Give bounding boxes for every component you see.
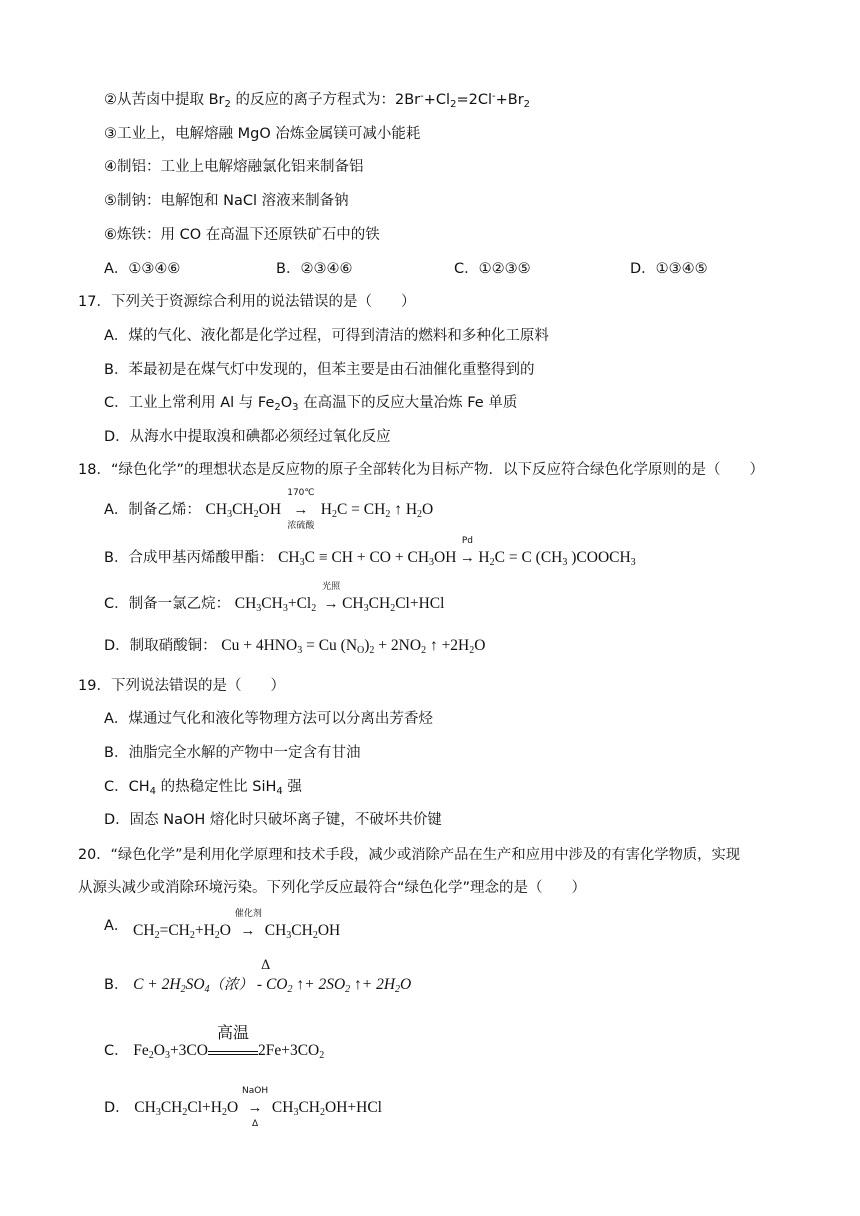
- text: C．工业上常利用 Al 与 Fe: [104, 395, 275, 411]
- q19-option-d[interactable]: D．固态 NaOH 熔化时只破坏离子键，不破坏共价键: [104, 812, 442, 828]
- text: 强: [282, 779, 302, 795]
- label: A．: [104, 918, 129, 934]
- sub: 2: [450, 99, 457, 110]
- sup: -: [491, 91, 496, 102]
- condition-top: NaOH: [242, 1086, 269, 1097]
- reaction-arrow: 光照 →: [322, 582, 341, 613]
- sub: 4: [276, 786, 283, 797]
- concentrated-note: （浓）: [209, 977, 254, 993]
- equation: $Fe_2O_3+3CO$ 高温 $2Fe+3CO_2$: [133, 1023, 325, 1061]
- reaction-arrow: 催化剂 →: [234, 909, 262, 940]
- label: C．制备一氯乙烷：: [104, 596, 231, 612]
- reaction-arrow: NaOH → Δ: [242, 1086, 269, 1130]
- q18-option-d[interactable]: [104, 636, 485, 656]
- label: D．制取硝酸铜：: [104, 638, 217, 654]
- q16-option-a[interactable]: A．①③④⑥: [104, 261, 181, 277]
- condition-top: Pd: [461, 536, 473, 547]
- condition-top: 催化剂: [234, 909, 262, 920]
- q20-option-b-delta: Δ: [261, 958, 271, 973]
- q16-option-d[interactable]: D．①③④⑤: [630, 261, 708, 277]
- q17-stem: 17．下列关于资源综合利用的说法错误的是（ ）: [78, 294, 416, 310]
- q20-stem-line1: 20．“绿色化学”是利用化学原理和技术手段，减少或消除产品在生产和应用中涉及的有害化学物质，实现: [78, 847, 741, 863]
- equation: $CH_2=CH_2+H_2O$ 催化剂 → $CH_3CH_2OH$: [133, 909, 341, 941]
- q18-option-c[interactable]: [104, 582, 445, 614]
- q19-option-c[interactable]: [104, 777, 302, 797]
- statement-3: ③工业上，电解熔融 MgO 冶炼金属镁可减小能耗: [104, 126, 421, 142]
- equation: $CH_3C$ ≡ CH + CO + $CH_3OH$ Pd → $H_2C = C$ ($CH_3$ )$COOCH_3$: [278, 536, 636, 568]
- label: B．合成甲基丙烯酸甲酯：: [104, 550, 274, 566]
- equation-rest: - $CO_2$ ↑+ $2SO_2$ ↑+ $2H_2O$: [256, 976, 412, 995]
- label: D．: [104, 1100, 130, 1116]
- condition-bottom: Δ: [251, 1119, 259, 1130]
- q18-option-a[interactable]: [104, 488, 434, 532]
- sup: -: [420, 91, 424, 102]
- text: 在高温下的反应大量冶炼 Fe 单质: [298, 395, 518, 411]
- reaction-arrow: 170℃ → 浓硫酸: [285, 500, 317, 520]
- q20-option-d[interactable]: [104, 1086, 382, 1130]
- statement-4: ④制铝：工业上电解熔融氯化铝来制备铝: [104, 159, 364, 175]
- q20-option-a[interactable]: [104, 909, 341, 941]
- text: +Br: [495, 92, 524, 108]
- label: A．制备乙烯：: [104, 502, 201, 518]
- condition-top: 高温: [216, 1023, 249, 1042]
- text: 的反应的离子方程式为：2Br: [230, 92, 421, 108]
- equation: $CH_3CH_2OH$ 170℃ → 浓硫酸 $H_2C = CH_2$ ↑ $H_2O$: [205, 488, 434, 532]
- label: B．: [104, 977, 129, 993]
- q16-option-b[interactable]: B．②③④⑥: [276, 261, 353, 277]
- sub: 2: [274, 402, 281, 413]
- q20-option-b[interactable]: [104, 975, 411, 995]
- statement-5: ⑤制钠：电解饱和 NaCl 溶液来制备钠: [104, 193, 349, 209]
- statement-6: ⑥炼铁：用 CO 在高温下还原铁矿石中的铁: [104, 227, 380, 243]
- condition-top: 170℃: [287, 488, 315, 499]
- equation: $C + 2H_2SO_4$: [133, 976, 210, 995]
- sub: 2: [224, 99, 231, 110]
- q17-option-d[interactable]: D．从海水中提取溴和碘都必须经过氧化反应: [104, 429, 391, 445]
- q17-option-c[interactable]: [104, 393, 517, 413]
- condition-top: 光照: [322, 582, 341, 593]
- q19-option-a[interactable]: A．煤通过气化和液化等物理方法可以分离出芳香烃: [104, 711, 433, 727]
- q16-option-c[interactable]: C．①②③⑤: [454, 261, 531, 277]
- q17-option-a[interactable]: A．煤的气化、液化都是化学过程，可得到清洁的燃料和多种化工原料: [104, 328, 549, 344]
- q17-option-b[interactable]: B．苯最初是在煤气灯中发现的，但苯主要是由石油催化重整得到的: [104, 362, 535, 378]
- q18-option-b[interactable]: [104, 536, 636, 568]
- equation: $CH_3CH_3+Cl_2$ 光照 → $CH_3CH_2Cl+HCl$: [234, 582, 445, 614]
- text: ②从苦卤中提取 Br: [104, 92, 225, 108]
- text: C．CH: [104, 779, 150, 795]
- text: O: [280, 395, 293, 411]
- equation: $Cu + 4HNO_3 = Cu$ $(N_O)_2 + 2NO_2$ ↑ $+2H_2O$: [221, 637, 486, 656]
- sub: 3: [292, 402, 299, 413]
- label: C．: [104, 1043, 129, 1059]
- reaction-arrow: Pd →: [456, 548, 478, 568]
- sub: 4: [149, 786, 157, 797]
- equation: $CH_3CH_2Cl+H_2O$ NaOH → Δ $CH_3CH_2OH+HCl$: [134, 1086, 382, 1130]
- text: =2Cl: [456, 92, 492, 108]
- reaction-equals: [208, 1023, 258, 1055]
- q19-stem: 19．下列说法错误的是（ ）: [78, 678, 285, 694]
- statement-2: [104, 90, 530, 110]
- q19-option-b[interactable]: B．油脂完全水解的产物中一定含有甘油: [104, 745, 361, 761]
- q18-stem: 18．“绿色化学”的理想状态是反应物的原子全部转化为目标产物．以下反应符合绿色化学原则的是（ ）: [78, 462, 764, 478]
- q20-option-c[interactable]: [104, 1023, 325, 1061]
- condition-bottom: 浓硫酸: [287, 521, 315, 532]
- text: +Cl: [423, 92, 451, 108]
- q20-stem-line2: 从源头减少或消除环境污染。下列化学反应最符合“绿色化学”理念的是（ ）: [78, 880, 587, 896]
- sub: 2: [523, 99, 531, 110]
- text: 的热稳定性比 SiH: [156, 779, 277, 795]
